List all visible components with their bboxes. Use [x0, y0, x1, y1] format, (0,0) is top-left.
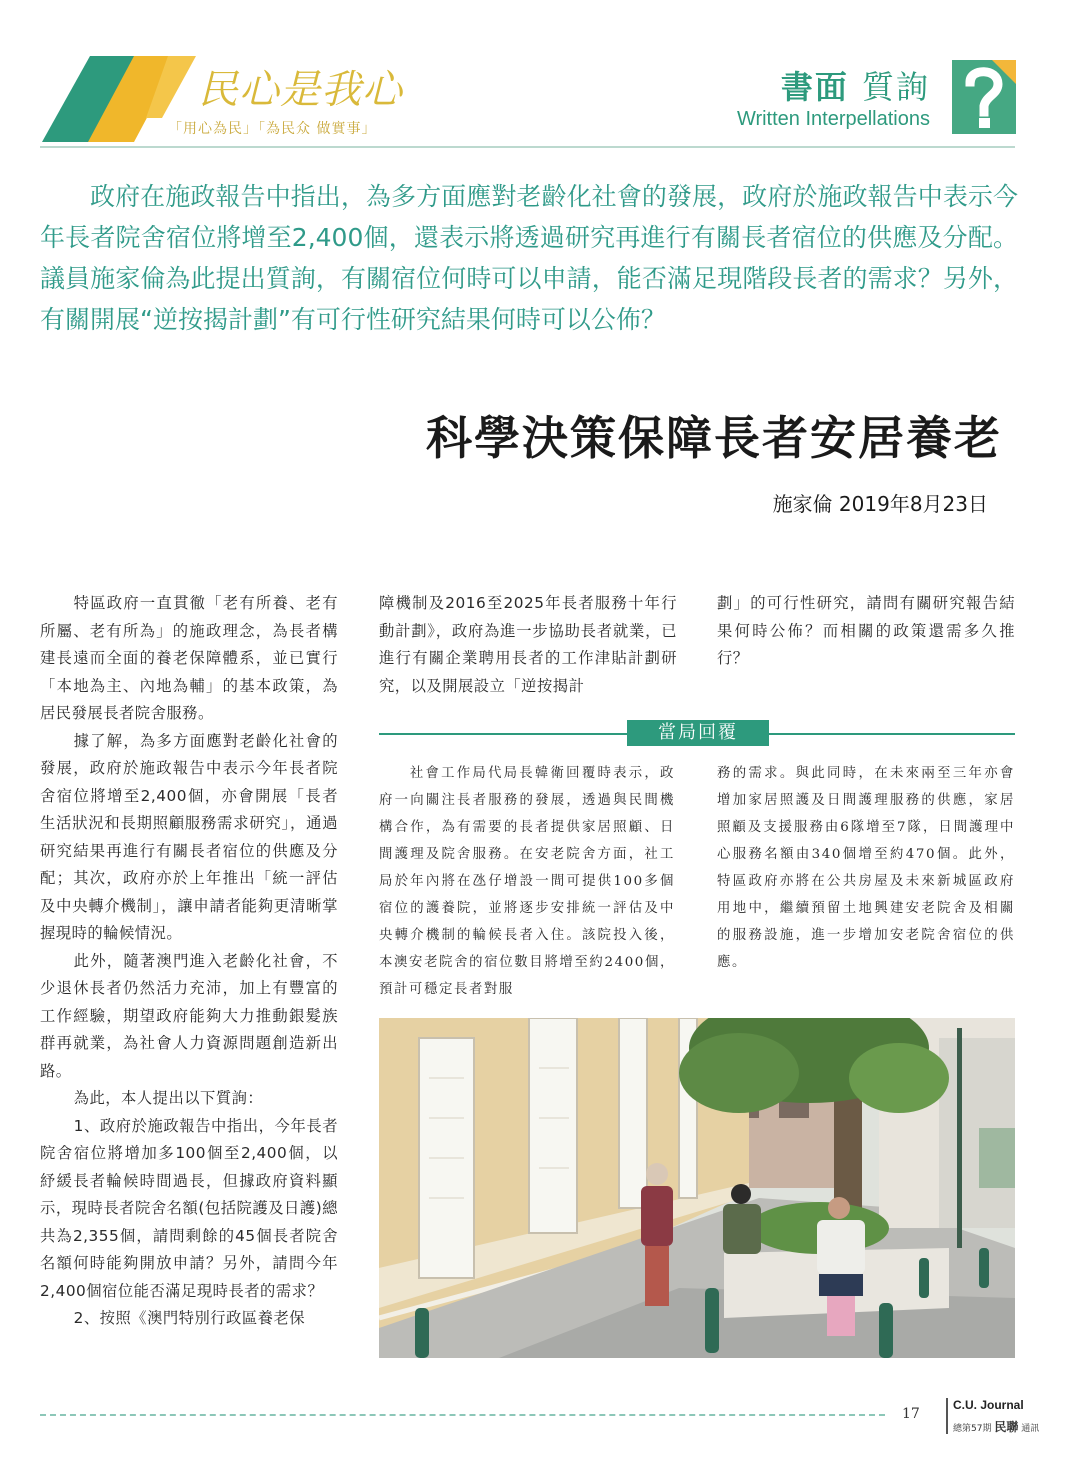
article-byline: 施家倫 2019年8月23日 [772, 492, 988, 516]
journal-name: C.U. Journal [953, 1398, 1024, 1412]
issue-label: 總第57期 民聯 通訊 [953, 1420, 1040, 1434]
footer-divider [40, 1414, 885, 1416]
paragraph: 1、政府於施政報告中指出，今年長者院舍宿位將增加多100個至2,400個，以紓緩長者輪候時間過長，但據政府資料顯示，現時長者院舍名額(包括院護及日護)總共為2,355個，請問剩餘的45個長者院舍名額何時能夠開放申請？另外，請問今年2,400個宿位能否滿足現時長者的需求？ [40, 1116, 338, 1300]
paragraph: 特區政府一直貫徹「老有所養、老有所屬、老有所為」的施政理念，為長者構建長遠而全面的養老保障體系，並已實行「本地為主、內地為輔」的基本政策，為居民發展長者院舍服務。 [40, 594, 338, 722]
brand-tagline: 「用心為民」「為民众 做實事」 [168, 121, 377, 137]
question-mark-icon [952, 60, 1016, 134]
intro-paragraph: 政府在施政報告中指出，為多方面應對老齡化社會的發展，政府於施政報告中表示今年長者院舍宿位將增至2,400個，還表示將透過研究再進行有關長者宿位的供應及分配。議員施家倫為此提出質詢，有關宿位何時可以申請，能否滿足現階段長者的需求？另外，有關開展“逆按揭計劃”有可行性研究結果何時可以公佈？ [40, 182, 1018, 334]
paragraph: 為此，本人提出以下質詢： [73, 1089, 264, 1107]
footer-separator [946, 1398, 948, 1434]
paragraph: 據了解，為多方面應對老齡化社會的發展，政府於施政報告中表示今年長者院舍宿位將增至2,400個，亦會開展「長者生活狀況和長期照顧服務需求研究」，通過研究結果再進行有關長者宿位的供應及分配；其次，政府亦於上年推出「統一評估及中央轉介機制」，讓申請者能夠更清晰掌握現時的輪候情況。 [40, 731, 338, 942]
street-photo [379, 1018, 1015, 1358]
article-column-2 [379, 590, 677, 700]
article-title: 科學決策保障長者安居養老 [426, 411, 1002, 465]
header-divider [40, 146, 1015, 148]
paragraph: 障機制及2016至2025年長者服務十年行動計劃》，政府為進一步協助長者就業，已進行有關企業聘用長者的工作津貼計劃研究，以及開展設立「逆按揭計 [379, 594, 677, 695]
article-column-1 [40, 590, 338, 1333]
paragraph: 2、按照《澳門特別行政區養老保 [73, 1309, 306, 1327]
paragraph: 劃」的可行性研究，請問有關研究報告結果何時公佈？而相關的政策還需多久推行？ [717, 594, 1015, 667]
article-column-3 [717, 590, 1015, 673]
reply-column-2 [717, 760, 1015, 976]
brand-title: 民心是我心 [198, 67, 403, 113]
section-title-en: Written Interpellations [736, 108, 930, 130]
paragraph: 此外，隨著澳門進入老齡化社會，不少退休長者仍然活力充沛，加上有豐富的工作經驗，期望政府能夠大力推動銀髮族群再就業，為社會人力資源問題創造新出路。 [40, 951, 338, 1080]
reply-column-1 [379, 760, 675, 1003]
paragraph: 社會工作局代局長韓衛回覆時表示，政府一向關注長者服務的發展，透過與民間機構合作，為有需要的長者提供家居照顧、日間護理及院舍服務。在安老院舍方面，社工局於年內將在氹仔增設一間可提供100多個宿位的護養院，並將逐步安排統一評估及中央轉介機制的輪候長者入住。該院投入後，本澳安老院舍的宿位數目將增至約2400個，預計可穩定長者對服 [379, 766, 675, 997]
paragraph: 務的需求。與此同時，在未來兩至三年亦會增加家居照護及日間護理服務的供應，家居照顧及支援服務由6隊增至7隊，日間護理中心服務名額由340個增至約470個。此外，特區政府亦將在公共房屋及未來新城區政府用地中，繼續預留土地興建安老院舍及相關的服務設施，進一步增加安老院舍宿位的供應。 [717, 766, 1015, 970]
reply-label: 當局回覆 [627, 720, 769, 746]
page-number: 17 [902, 1406, 920, 1422]
section-title-cn: 書面 質詢 [780, 68, 930, 106]
